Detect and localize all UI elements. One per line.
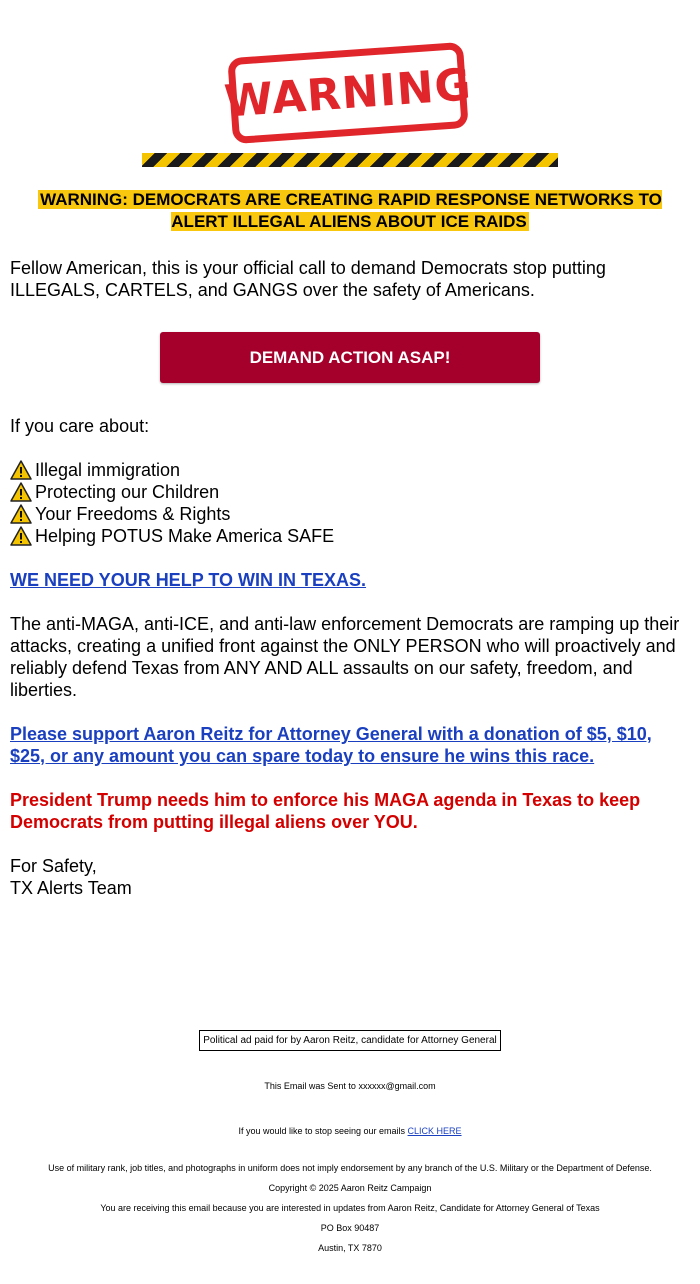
donate-link-block <box>10 723 690 767</box>
headline <box>10 189 690 233</box>
copyright: Copyright © 2025 Aaron Reitz Campaign <box>268 1183 432 1193</box>
warning-stamp-text: WARNING <box>222 58 474 128</box>
care-item-label: Illegal immigration <box>35 460 181 480</box>
care-item-label: Protecting our Children <box>35 482 220 502</box>
warning-triangle-icon <box>10 460 32 480</box>
headline-highlight: WARNING: DEMOCRATS ARE CREATING RAPID RESPONSE NETWORKS TO ALERT ILLEGAL ALIENS ABOUT ICE RAIDS <box>40 190 662 231</box>
city-address: Austin, TX 7870 <box>318 1243 382 1253</box>
warning-stamp-area <box>0 38 700 150</box>
signature: TX Alerts Team <box>10 878 132 898</box>
demand-action-button[interactable]: DEMAND ACTION ASAP! <box>160 332 540 383</box>
unsubscribe-link[interactable]: CLICK HERE <box>407 1126 462 1136</box>
list-item <box>10 459 690 481</box>
help-link-block <box>10 569 690 591</box>
warning-triangle-icon <box>10 526 32 546</box>
po-box: PO Box 90487 <box>320 1223 380 1233</box>
military-note: Use of military rank, job titles, and photographs in uniform does not imply endorsement by any branch of the U.S. Military or the Department of Defense. <box>48 1163 652 1173</box>
list-item <box>10 525 690 547</box>
warning-triangle-icon <box>10 482 32 502</box>
list-item <box>10 481 690 503</box>
care-list-block <box>10 459 690 547</box>
care-intro: If you care about: <box>10 416 150 436</box>
warning-stamp-logo <box>222 42 474 144</box>
trump-paragraph: President Trump needs him to enforce his MAGA agenda in Texas to keep Democrats from putting illegal aliens over YOU. <box>10 790 641 832</box>
body-paragraph: The anti-MAGA, anti-ICE, and anti-law enforcement Democrats are ramping up their attacks, creating a unified front against the ONLY PERSON who will proactively and reliably defend Texas from ANY AND ALL assaults on our safety, freedom, and liberties. <box>10 614 680 700</box>
receiving-note: You are receiving this email because you are interested in updates from Aaron Reitz, Candidate for Attorney General of Texas <box>100 1203 600 1213</box>
sent-to-text: This Email was Sent to xxxxxx@gmail.com <box>264 1081 436 1091</box>
care-item-label: Your Freedoms & Rights <box>35 504 231 524</box>
donate-link[interactable]: Please support Aaron Reitz for Attorney General with a donation of $5, $10, $25, or any amount you can spare today to ensure he wins this race. <box>10 724 652 766</box>
political-ad-disclaimer: Political ad paid for by Aaron Reitz, candidate for Attorney General <box>199 1030 501 1051</box>
help-link[interactable]: WE NEED YOUR HELP TO WIN IN TEXAS. <box>10 570 367 590</box>
care-list <box>10 459 690 547</box>
signoff: For Safety, <box>10 856 97 876</box>
care-item-label: Helping POTUS Make America SAFE <box>35 526 335 546</box>
warning-triangle-icon <box>10 504 32 524</box>
unsubscribe-line <box>0 1125 700 1137</box>
unsubscribe-text: If you would like to stop seeing our emails <box>238 1126 406 1136</box>
list-item <box>10 503 690 525</box>
intro-paragraph: Fellow American, this is your official call to demand Democrats stop putting ILLEGALS, CARTELS, and GANGS over the safety of Americans. <box>10 258 606 300</box>
hazard-stripe <box>142 153 558 167</box>
